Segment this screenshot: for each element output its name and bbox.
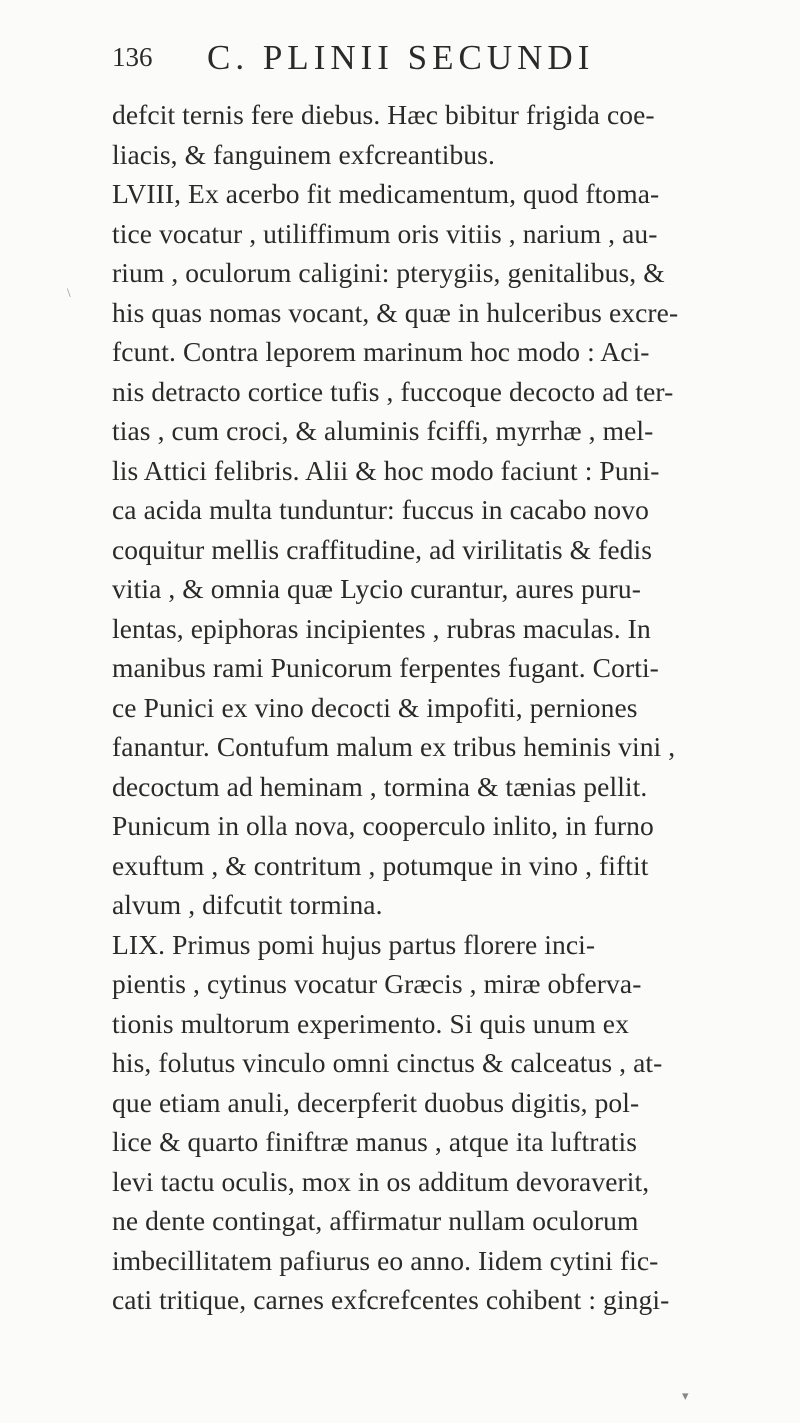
- text-line: ce Punici ex vino decocti & impofiti, perniones: [112, 691, 638, 723]
- text-line: ca acida multa tunduntur: fuccus in cacabo novo: [112, 494, 649, 525]
- margin-mark: ▾: [682, 1388, 689, 1403]
- text-line: levi tactu oculis, mox in os additum devoraverit,: [112, 1165, 650, 1197]
- text-line: lis Attici felibris. Alii & hoc modo faciunt : Puni-: [112, 454, 660, 486]
- text-line: LVIII, Ex acerbo fit medicamentum, quod ftoma-: [112, 178, 660, 209]
- text-line: lentas, epiphoras incipientes , rubras maculas. In: [112, 612, 651, 644]
- text-line: cati tritique, carnes exfcrefcentes cohibent : gingi-: [112, 1284, 670, 1315]
- text-line: manibus rami Punicorum ferpentes fugant. Corti-: [112, 652, 659, 683]
- text-line: pientis , cytinus vocatur Græcis , miræ obferva-: [112, 968, 642, 999]
- running-title: C. PLINII SECUNDI: [207, 38, 595, 77]
- text-line: his, folutus vinculo omni cinctus & calceatus , at-: [112, 1047, 663, 1078]
- text-line: alvum , difcutit tormina.: [112, 889, 383, 920]
- text-line: decoctum ad heminam , tormina & tænias pellit.: [112, 770, 648, 802]
- text-line: rium , oculorum caligini: pterygiis, genitalibus, &: [112, 257, 665, 288]
- text-line: lice & quarto finiftræ manus , atque ita luftratis: [112, 1126, 638, 1157]
- text-line: tias , cum croci, & aluminis fciffi, myrrhæ , mel-: [112, 415, 654, 446]
- text-line: liacis, & fanguinem exfcreantibus.: [112, 138, 495, 170]
- text-line: Punicum in olla nova, cooperculo inlito, in furno: [112, 810, 654, 841]
- text-line: LIX. Primus pomi hujus partus florere inci-: [112, 928, 596, 960]
- text-line: fanantur. Contufum malum ex tribus heminis vini ,: [112, 731, 676, 762]
- text-line: que etiam anuli, decerpferit duobus digitis, pol-: [112, 1086, 640, 1118]
- margin-mark: \: [67, 285, 71, 300]
- text-line: exuftum , & contritum , potumque in vino , fiftit: [112, 849, 649, 881]
- text-line: tice vocatur , utiliffimum oris vitiis , narium , au-: [112, 217, 658, 249]
- text-line: vitia , & omnia quæ Lycio curantur, aures puru-: [112, 573, 642, 604]
- text-line: defcit ternis fere diebus. Hæc bibitur frigida coe-: [112, 99, 655, 130]
- text-line: tionis multorum experimento. Si quis unum ex: [112, 1007, 629, 1039]
- text-line: imbecillitatem pafiurus eo anno. Iidem cytini fic-: [112, 1244, 659, 1276]
- page-number: 136: [112, 42, 153, 72]
- text-line: ne dente contingat, affirmatur nullam oculorum: [112, 1205, 639, 1236]
- text-line: coquitur mellis craffitudine, ad virilitatis & fedis: [112, 533, 653, 565]
- running-head: [112, 30, 712, 80]
- text-line: his quas nomas vocant, & quæ in hulceribus excre-: [112, 296, 679, 328]
- text-line: fcunt. Contra leporem marinum hoc modo : Aci-: [112, 336, 650, 367]
- text-line: nis detracto cortice tufis , fuccoque decocto ad ter-: [112, 375, 674, 407]
